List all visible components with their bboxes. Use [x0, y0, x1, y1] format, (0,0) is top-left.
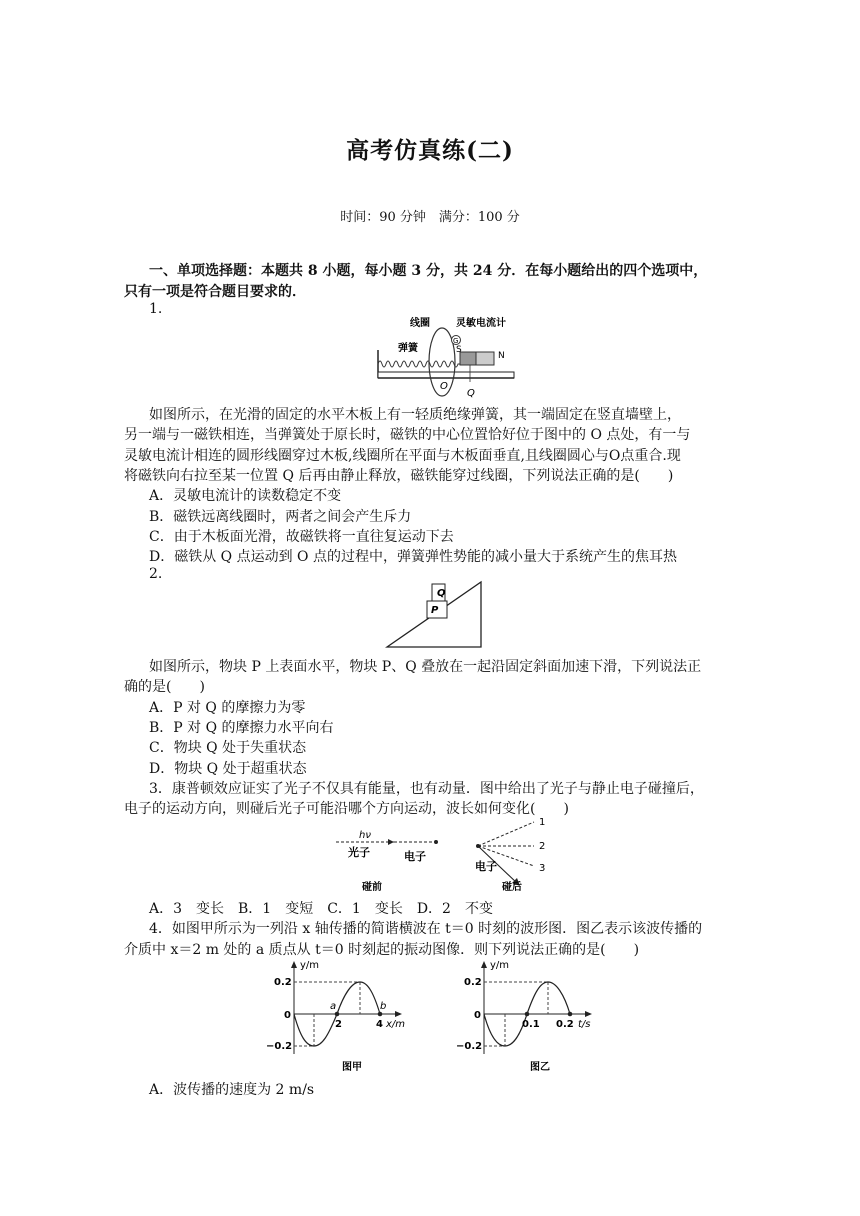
q1-option-c: C．由于木板面光滑，故磁铁将一直往复运动下去 — [149, 529, 454, 545]
q4-figure-b — [452, 956, 602, 1074]
q1-number: 1. — [149, 301, 163, 317]
q1-stem-line1: 如图所示，在光滑的固定的水平木板上有一轻质绝缘弹簧，其一端固定在竖直墙壁上， — [149, 407, 681, 423]
q4a-x4: 4 — [376, 1019, 383, 1030]
q4b-ylabel: y/m — [490, 960, 510, 971]
q1-option-b: B．磁铁远离线圈时，两者之间会产生斥力 — [149, 509, 412, 525]
q3-label-photon: 光子 — [348, 846, 370, 859]
q3-figure — [332, 814, 562, 898]
q1-label-o: O — [440, 381, 448, 392]
q4a-y-zero: 0 — [284, 1010, 291, 1021]
q1-label-coil: 线圈 — [410, 318, 430, 329]
q4a-label-a: a — [330, 1001, 337, 1012]
q4b-y-zero: 0 — [474, 1010, 481, 1021]
q2-stem-line1: 如图所示，物块 P 上表面水平，物块 P、Q 叠放在一起沿固定斜面加速下滑，下列说法正 — [149, 659, 702, 675]
q3-stem-line2: 电子的运动方向，则碰后光子可能沿哪个方向运动，波长如何变化( ) — [124, 801, 569, 817]
q4b-y-neg: −0.2 — [456, 1041, 483, 1052]
q3-label-dir1: 1 — [539, 817, 546, 828]
q3-stem-line1: 3．康普顿效应证实了光子不仅具有能量，也有动量．图中给出了光子与静止电子碰撞后， — [149, 781, 704, 797]
exam-meta: 时间：90 分钟 满分：100 分 — [340, 210, 520, 225]
q4a-xlabel: x/m — [386, 1019, 406, 1030]
q1-option-a: A．灵敏电流计的读数稳定不变 — [149, 488, 342, 504]
q4b-y-pos: 0.2 — [464, 977, 482, 988]
q1-label-galvanometer: 灵敏电流计 — [456, 318, 506, 329]
q4a-caption: 图甲 — [342, 1062, 362, 1073]
q4b-caption: 图乙 — [530, 1062, 550, 1073]
q4b-t1: 0.1 — [522, 1019, 540, 1030]
q1-stem-line2: 另一端与一磁铁相连，当弹簧处于原长时，磁铁的中心位置恰好位于图中的 O 点处，有一与 — [124, 427, 691, 443]
q4a-label-b: b — [380, 1001, 387, 1012]
page-title: 高考仿真练(二) — [346, 137, 514, 164]
q1-label-n: N — [498, 351, 505, 361]
q1-label-g: G — [453, 337, 459, 345]
q4a-x2: 2 — [335, 1019, 342, 1030]
q2-option-c: C．物块 Q 处于失重状态 — [149, 740, 307, 756]
q4-stem-line1: 4．如图甲所示为一列沿 x 轴传播的简谐横波在 t＝0 时刻的波形图．图乙表示该波传播的 — [149, 921, 703, 937]
q1-label-q: Q — [467, 388, 475, 399]
q1-label-spring: 弹簧 — [398, 343, 418, 354]
q3-label-dir3: 3 — [539, 863, 546, 874]
section-heading-line2: 只有一项是符合题目要求的． — [124, 284, 306, 300]
q2-label-q: Q — [437, 588, 446, 599]
q4a-ylabel: y/m — [300, 960, 320, 971]
q2-number: 2. — [149, 566, 163, 582]
q4b-t2: 0.2 — [556, 1019, 574, 1030]
q4-stem-line2: 介质中 x＝2 m 处的 a 质点从 t＝0 时刻起的振动图像．则下列说法正确的是( ) — [124, 942, 640, 958]
q1-option-d: D．磁铁从 Q 点运动到 O 点的过程中，弹簧弹性势能的减小量大于系统产生的焦耳热 — [149, 549, 677, 565]
section-heading-line1: 一、单项选择题：本题共 8 小题，每小题 3 分，共 24 分．在每小题给出的四个选项中， — [149, 263, 708, 279]
q3-label-before: 碰前 — [362, 882, 382, 893]
q3-label-electron: 电子 — [404, 850, 426, 863]
q3-options: A．3 变长 B．1 变短 C．1 变长 D．2 不变 — [149, 901, 493, 917]
q2-figure — [385, 580, 485, 650]
q3-label-electron-after: 电子 — [475, 860, 497, 873]
q1-stem-line4: 将磁铁向右拉至某一位置 Q 后再由静止释放，磁铁能穿过线圈，下列说法正确的是( ) — [124, 468, 674, 484]
q1-stem-line3: 灵敏电流计相连的圆形线圈穿过木板,线圈所在平面与木板面垂直,且线圈圆心与O点重合.现 — [124, 448, 681, 464]
q3-label-hv: hν — [359, 830, 371, 841]
q2-stem-line2: 确的是( ) — [124, 679, 205, 695]
q4-option-a: A．波传播的速度为 2 m/s — [149, 1082, 315, 1098]
q1-label-s: S — [456, 345, 462, 355]
q3-label-after: 碰后 — [502, 882, 522, 893]
q2-option-a: A．P 对 Q 的摩擦力为零 — [149, 700, 306, 716]
q2-option-b: B．P 对 Q 的摩擦力水平向右 — [149, 720, 334, 736]
q2-label-p: P — [431, 605, 439, 616]
q2-option-d: D．物块 Q 处于超重状态 — [149, 761, 307, 777]
q4a-y-pos: 0.2 — [274, 977, 292, 988]
q4b-xlabel: t/s — [578, 1019, 591, 1030]
q4-figure-a — [262, 956, 412, 1074]
q3-label-dir2: 2 — [539, 841, 546, 852]
q1-figure — [370, 314, 520, 400]
q4a-y-neg: −0.2 — [266, 1041, 293, 1052]
